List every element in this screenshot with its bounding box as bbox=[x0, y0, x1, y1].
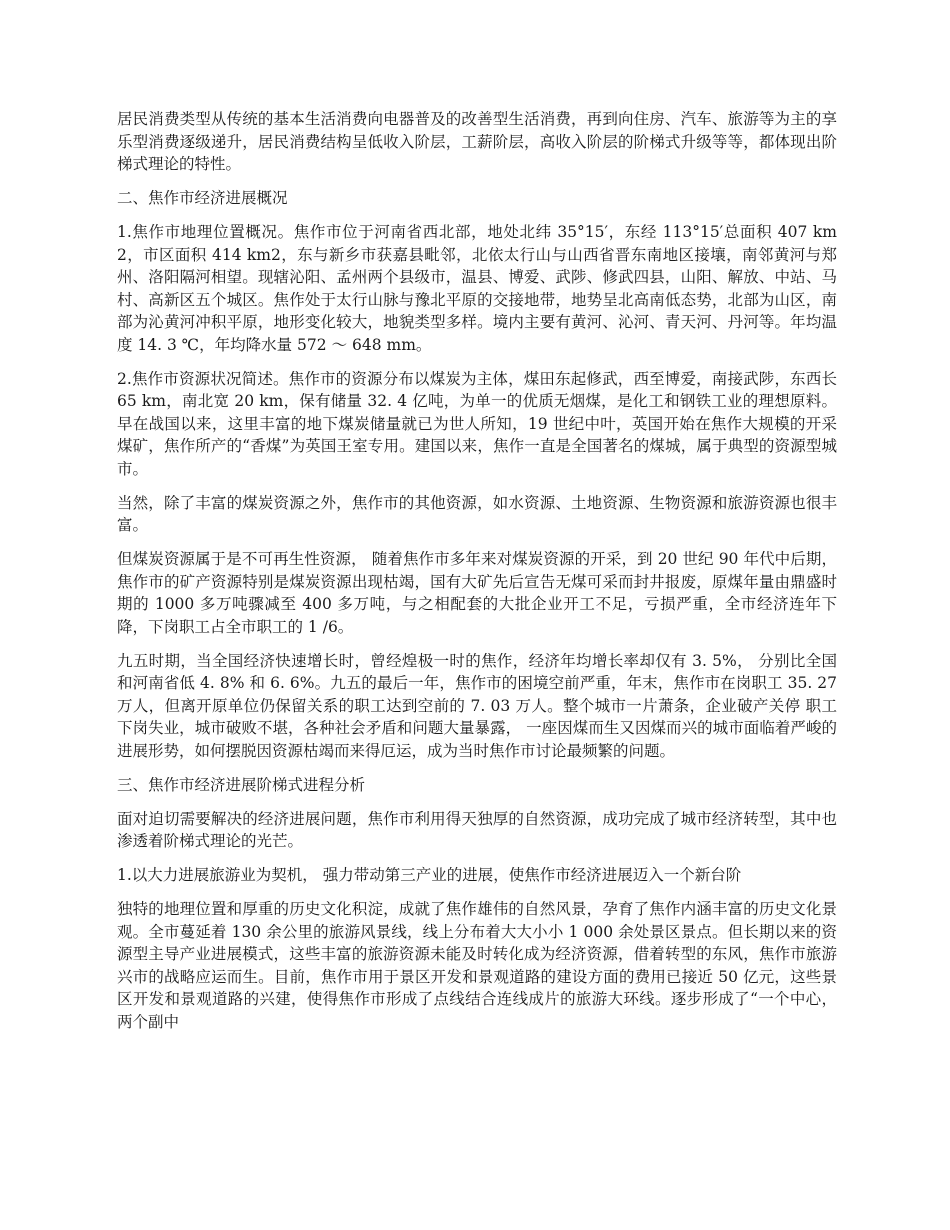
paragraph-other-resources: 当然，除了丰富的煤炭资源之外，焦作市的其他资源，如水资源、土地资源、生物资源和旅游资源也很丰富。 bbox=[117, 493, 837, 534]
paragraph-geography: 1.焦作市地理位置概况。焦作市位于河南省西北部，地处北纬 35°15′，东经 113°15′总面积 407 km2，市区面积 414 km2，东与新乡市获嘉县毗邻，北依太行山与山西省晋东南地区接壤，南邻黄河与郑州、洛阳隔河相望。现辖沁阳、孟州两个县级市，温县、博爱、武陟、修武四县，山阳、解放、中站、马村、高新区五个城区。焦作处于太行山脉与豫北平原的交接地带，地势呈北高南低态势，北部为山区，南部为沁黄河冲积平原，地形变化较大，地貌类型多样。境内主要有黄河、沁河、青天河、丹河等。年均温度 14. 3 ℃，年均降水量 572 ～ 648 mm。 bbox=[117, 223, 837, 354]
paragraph-consumption-intro: 居民消费类型从传统的基本生活消费向电器普及的改善型生活消费，再到向住房、汽车、旅游等为主的享乐型消费逐级递升，居民消费结构呈低收入阶层，工薪阶层，高收入阶层的阶梯式升级等等，都体现出阶梯式理论的特性。 bbox=[117, 110, 837, 173]
section-heading-3: 三、焦作市经济进展阶梯式进程分析 bbox=[117, 775, 366, 794]
subheading-tourism: 1.以大力进展旅游业为契机， 强力带动第三产业的进展，使焦作市经济进展迈入一个新台阶 bbox=[117, 866, 742, 884]
paragraph-resources: 2.焦作市资源状况简述。焦作市的资源分布以煤炭为主体，煤田东起修武，西至博爱，南接武陟，东西长 65 km，南北宽 20 km，保有储量 32. 4 亿吨，为单一的优质无烟煤，是化工和钢铁工业的理想原料。早在战国以来，这里丰富的地下煤炭储量就已为世人所知，19 世纪中叶，英国开始在焦作大规模的开采煤矿，焦作所产的“香煤”为英国王室专用。建国以来，焦作一直是全国著名的煤城，属于典型的资源型城市。 bbox=[117, 369, 837, 478]
section-heading-2: 二、焦作市经济进展概况 bbox=[117, 189, 288, 207]
document-page bbox=[117, 108, 837, 1045]
paragraph-coal-depletion: 但煤炭资源属于是不可再生性资源， 随着焦作市多年来对煤炭资源的开采，到 20 世纪 90 年代中后期，焦作市的矿产资源特别是煤炭资源出现枯竭，国有大矿先后宣告无煤可采而封井报废，原煤年量由鼎盛时期的 1000 多万吨骤减至 400 多万吨，与之相配套的大批企业开工不足，亏损严重，全市经济连年下降，下岗职工占全市职工的 1 /6。 bbox=[117, 550, 837, 636]
paragraph-tourism: 独特的地理位置和厚重的历史文化积淀，成就了焦作雄伟的自然风景，孕育了焦作内涵丰富的历史文化景观。全市蔓延着 130 余公里的旅游风景线，线上分布着大大小小 1 000 余处景区景点。但长期以来的资源型主导产业进展模式，这些丰富的旅游资源未能及时转化成为经济资源，借着转型的东风，焦作市旅游兴市的战略应运而生。目前，焦作市用于景区开发和景观道路的建设方面的费用已接近 50 亿元，这些景区开发和景观道路的兴建，使得焦作市形成了点线结合连线成片的旅游大环线。逐步形成了“一个中心，两个副中 bbox=[117, 900, 837, 1031]
paragraph-transformation: 面对迫切需要解决的经济进展问题，焦作市利用得天独厚的自然资源，成功完成了城市经济转型，其中也渗透着阶梯式理论的光芒。 bbox=[117, 809, 837, 850]
paragraph-ninth-five-year: 九五时期，当全国经济快速增长时，曾经煌极一时的焦作，经济年均增长率却仅有 3. 5%， 分别比全国和河南省低 4. 8% 和 6. 6%。九五的最后一年，焦作市的困境空前严重，年末，焦作市在岗职工 35. 27 万人，但离开原单位仍保留关系的职工达到空前的 7. 03 万人。整个城市一片萧条，企业破产关停 职工下岗失业，城市破败不堪，各种社会矛盾和问题大量暴露， 一座因煤而生又因煤而兴的城市面临着严峻的进展形势，如何摆脱因资源枯竭而来得厄运，成为当时焦作市讨论最频繁的问题。 bbox=[117, 651, 837, 760]
